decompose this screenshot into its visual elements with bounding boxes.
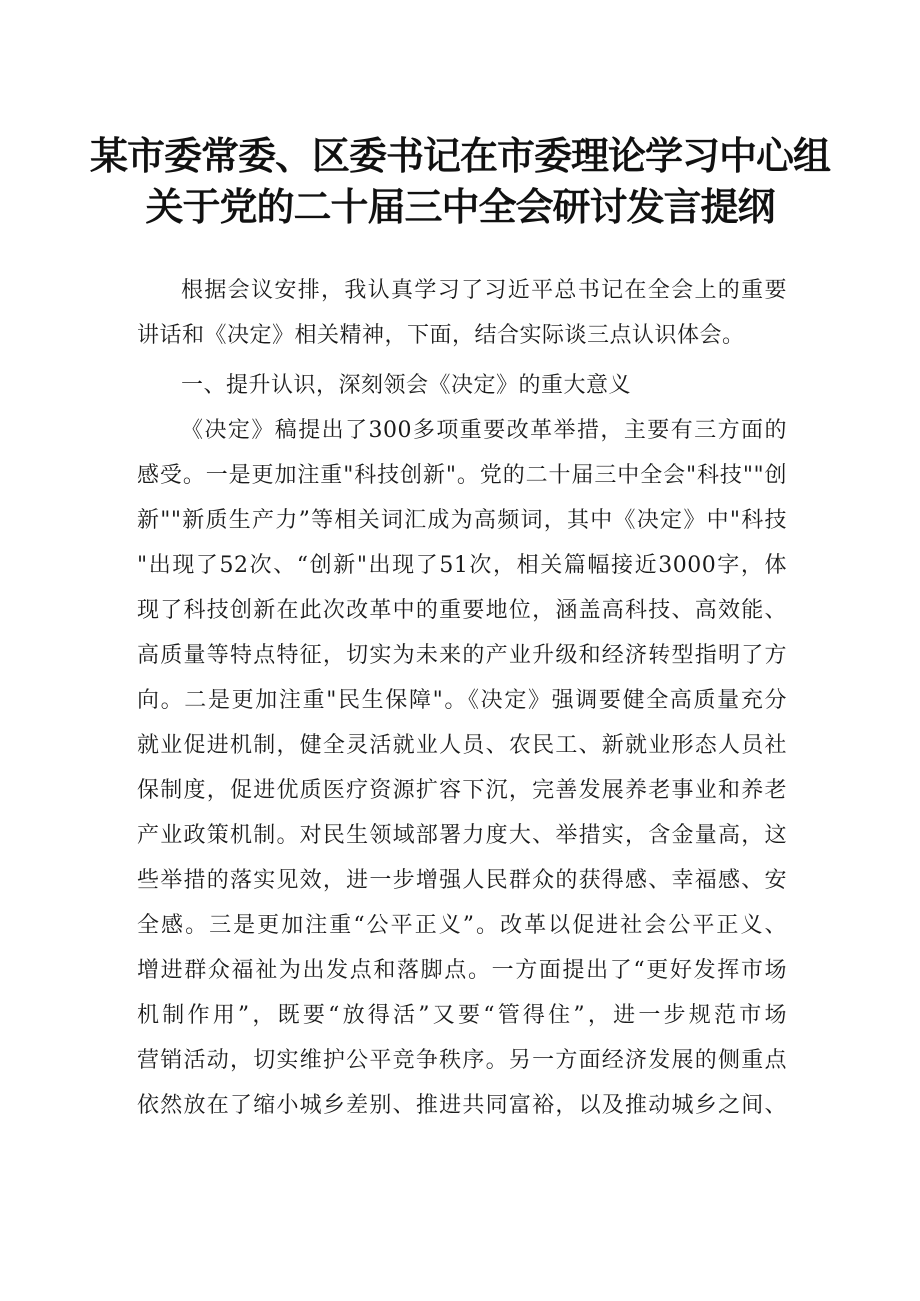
paragraph-line: 讲话和《决定》相关精神，下面，结合实际谈三点认识体会。 — [137, 323, 745, 348]
section-heading — [137, 363, 787, 408]
paragraph-line: 感受。一是更加注重"科技创新"。党的二十届三中全会"科技""创 — [137, 463, 787, 488]
paragraph-line: 新""新质生产力”等相关词汇成为高频词，其中《决定》中"科技 — [137, 508, 787, 533]
paragraph-line: 营销活动，切实维护公平竞争秩序。另一方面经济发展的侧重点 — [137, 1048, 787, 1073]
paragraph-line: 机制作用”，既要“放得活”又要“管得住”，进一步规范市场 — [137, 1003, 787, 1028]
paragraph-line: 些举措的落实见效，进一步增强人民群众的获得感、幸福感、安 — [137, 868, 787, 893]
section-heading-text: 一、提升认识，深刻领会《决定》的重大意义 — [181, 373, 632, 398]
paragraph-line: 全感。三是更加注重“公平正义”。改革以促进社会公平正义、 — [137, 913, 787, 938]
paragraph-line: 增进群众福祉为出发点和落脚点。一方面提出了“更好发挥市场 — [137, 958, 787, 983]
paragraph-line: 根据会议安排，我认真学习了习近平总书记在全会上的重要 — [181, 278, 787, 303]
paragraph-line: 就业促进机制，健全灵活就业人员、农民工、新就业形态人员社 — [137, 733, 787, 758]
paragraph-line: 向。二是更加注重"民生保障"。《决定》强调要健全高质量充分 — [137, 688, 787, 713]
paragraph-line: 保制度，促进优质医疗资源扩容下沉，完善发展养老事业和养老 — [137, 778, 787, 803]
paragraph-line: 依然放在了缩小城乡差别、推进共同富裕，以及推动城乡之间、 — [137, 1093, 787, 1118]
paragraph-line: 产业政策机制。对民生领域部署力度大、举措实，含金量高，这 — [137, 823, 787, 848]
document-title-line-1: 某市委常委、区委书记在市委理论学习中心组 — [89, 134, 830, 178]
paragraph-line: 高质量等特点特征，切实为未来的产业升级和经济转型指明了方 — [137, 643, 787, 668]
section-1-paragraph — [137, 408, 787, 1128]
intro-paragraph — [137, 268, 787, 358]
paragraph-line: "出现了52次、“创新"出现了51次，相关篇幅接近3000字，体 — [137, 553, 787, 578]
paragraph-line: 《决定》稿提出了300多项重要改革举措，主要有三方面的 — [181, 418, 787, 443]
document-title-line-2: 关于党的二十届三中全会研讨发言提纲 — [145, 185, 775, 229]
paragraph-line: 现了科技创新在此次改革中的重要地位，涵盖高科技、高效能、 — [137, 598, 787, 623]
